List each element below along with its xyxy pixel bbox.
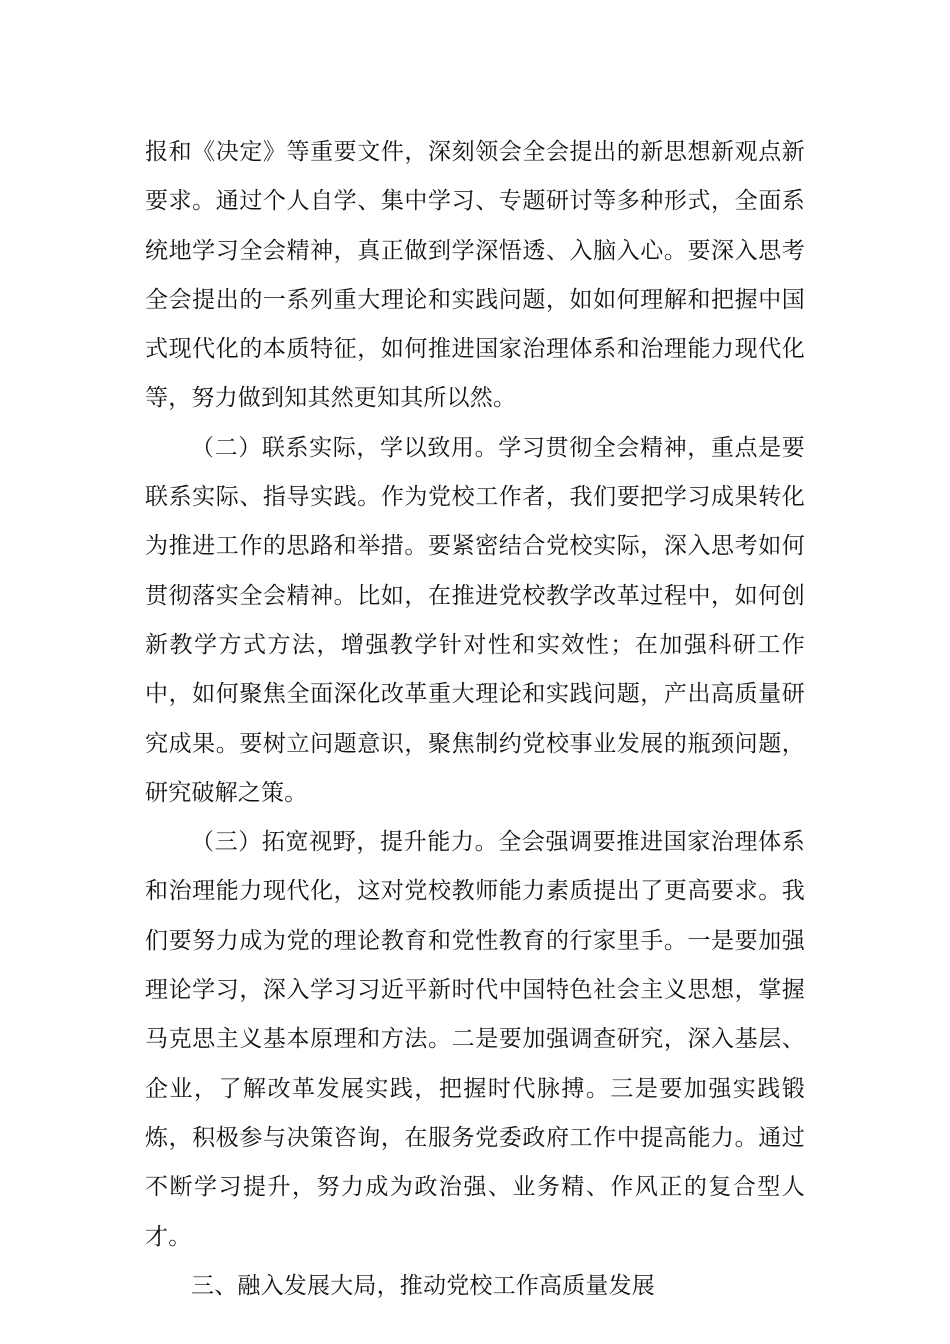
paragraph-section-three: （三）拓宽视野，提升能力。全会强调要推进国家治理体系和治理能力现代化，这对党校教师能力素质提出了更高要求。我们要努力成为党的理论教育和党性教育的行家里手。一是要加强理论学习，深入学习习近平新时代中国特色社会主义思想，掌握马克思主义基本原理和方法。二是要加强调查研究，深入基层、企业，了解改革发展实践，把握时代脉搏。三是要加强实践锻炼，积极参与决策咨询，在服务党委政府工作中提高能力。通过不断学习提升，努力成为政治强、业务精、作风正的复合型人才。 (145, 829, 805, 1250)
paragraph-section-two: （二）联系实际，学以致用。学习贯彻全会精神，重点是要联系实际、指导实践。作为党校工作者，我们要把学习成果转化为推进工作的思路和举措。要紧密结合党校实际，深入思考如何贯彻落实全会精神。比如，在推进党校教学改革过程中，如何创新教学方式方法，增强教学针对性和实效性；在加强科研工作中，如何聚焦全面深化改革重大理论和实践问题，产出高质量研究成果。要树立问题意识，聚焦制约党校事业发展的瓶颈问题，研究破解之策。 (145, 434, 805, 806)
paragraph-continuation: 报和《决定》等重要文件，深刻领会全会提出的新思想新观点新要求。通过个人自学、集中学习、专题研讨等多种形式，全面系统地学习全会精神，真正做到学深悟透、入脑入心。要深入思考全会提出的一系列重大理论和实践问题，如如何理解和把握中国式现代化的本质特征，如何推进国家治理体系和治理能力现代化等，努力做到知其然更知其所以然。 (145, 139, 805, 412)
section-heading: 三、融入发展大局，推动党校工作高质量发展 (191, 1272, 655, 1299)
document-body (145, 128, 805, 1311)
